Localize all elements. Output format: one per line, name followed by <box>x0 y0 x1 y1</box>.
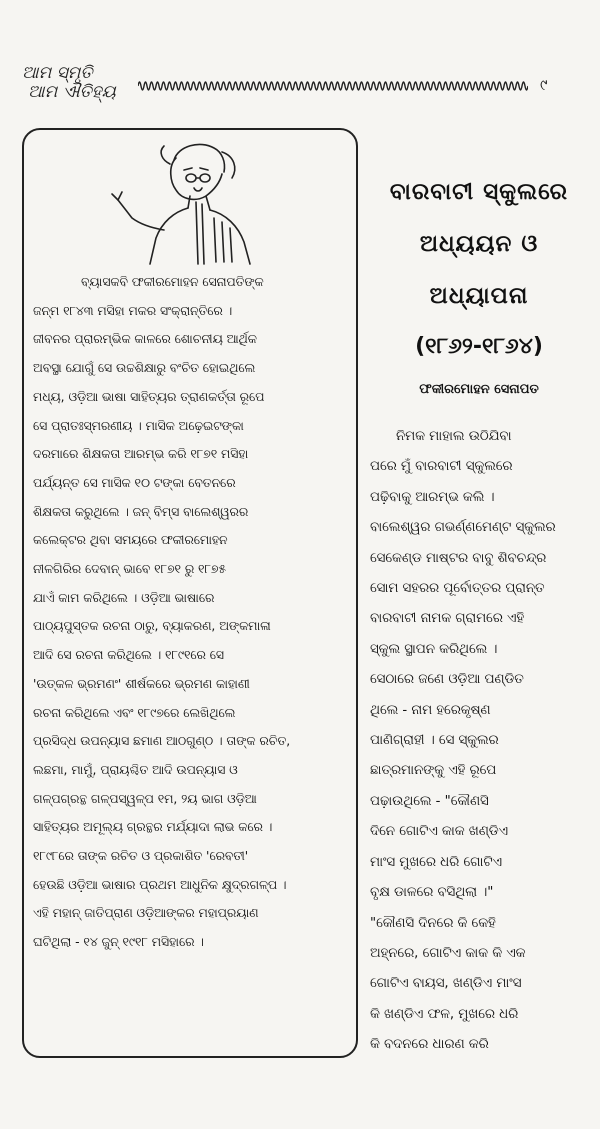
article-line: ବୃକ୍ଷ ଡାଳରେ ବସିଥିଲା ।" <box>370 885 494 901</box>
biography-line: ଜନ୍ମ ୧୮୪୩ ମସିହା ମକର ସଂକ୍ରାନ୍ତିରେ । <box>33 303 233 318</box>
decorative-wave-border <box>138 76 528 96</box>
article-line: ବାଲେଶ୍ୱର ଗଭର୍ଣ୍ଣମେଣ୍ଟ ସ୍କୁଲର <box>370 520 556 536</box>
article-line: ସେକେଣ୍ଡ ମାଷ୍ଟର ବାବୁ ଶିବଚନ୍ଦ୍ର <box>370 550 547 566</box>
biography-line: ଘଟିଥିଲା - ୧୪ ଜୁନ୍ ୧୯୧୮ ମସିହାରେ । <box>33 935 204 950</box>
biography-text <box>33 268 351 957</box>
biography-line: ସାହିତ୍ୟର ଅମୂଲ୍ୟ ଗ୍ରନ୍ଥର ମର୍ଯ୍ୟାଦା ଲାଭ କରେ । <box>33 820 273 835</box>
article-line: ନିମକ ମାହାଲ ଉଠିଯିବା <box>396 429 512 444</box>
article-line: ପରେ ମୁଁ ବାରବାଟୀ ସ୍କୁଲରେ <box>370 459 513 475</box>
biography-line: 'ଉତ୍କଳ ଭ୍ରମଣଂ' ଶୀର୍ଷକରେ ଭ୍ରମଣ କାହାଣୀ <box>33 676 250 691</box>
biography-line: ମଧ୍ୟ, ଓଡ଼ିଆ ଭାଷା ସାହିତ୍ୟର ତ୍ରାଣକର୍ତ୍ତା ରୂପେ <box>33 389 265 404</box>
article-line: କି ବଦନରେ ଧାରଣ କରି <box>370 1037 489 1053</box>
article-line: ଛାତ୍ରମାନଙ୍କୁ ଏହି ରୂପେ <box>370 763 497 779</box>
biography-line: ଏହି ମହାନ୍ ଜାତିପ୍ରାଣ ଓଡ଼ିଆଙ୍କର ମହାପ୍ରୟାଣ <box>33 906 259 921</box>
article-line: ସ୍କୁଲ ସ୍ଥାପନ କରିଥିଲେ । <box>370 641 498 657</box>
article-line: ପଢ଼ାଉଥିଲେ - "କୌଣସି <box>370 793 489 809</box>
article-line: ପାଣିଗ୍ରାହୀ । ସେ ସ୍କୁଲର <box>370 733 499 749</box>
article-line: ଦିନେ ଗୋଟିଏ କାକ ଖଣ୍ଡିଏ <box>370 824 509 840</box>
logo-line-1: ଆମ ସ୍ମୃତି <box>22 63 93 83</box>
biography-line: ରଚନା କରିଥିଲେ ଏବଂ ୧୮୯୭ରେ ଲେଖିଥିଲେ <box>33 705 236 720</box>
article-title-line-1: ବାରବାଟୀ ସ୍କୁଲରେ <box>389 179 569 205</box>
article-line: ସେଠାରେ ଜଣେ ଓଡ଼ିଆ ପଣ୍ଡିତ <box>370 672 524 688</box>
article-line: ପଢ଼ିବାକୁ ଆରମ୍ଭ କଲି । <box>370 489 495 505</box>
biography-line: ସେ ପ୍ରାତଃସ୍ମରଣୀୟ । ମାସିକ ଅଢ଼େଇଟଙ୍କା <box>33 418 244 433</box>
article-body <box>370 422 588 1061</box>
biography-line: ଯାଏଁ କାମ କରିଥିଲେ । ଓଡ଼ିଆ ଭାଷାରେ <box>33 590 215 605</box>
page-header <box>0 62 600 112</box>
biography-line: ଗଳ୍ପଗ୍ରନ୍ଥ ଗଳ୍ପସ୍ୱଳ୍ପ ୧ମ, ୨ୟ ଭାଗ ଓଡ଼ିଆ <box>33 791 257 806</box>
article-column <box>370 166 588 1061</box>
article-line: ଥିଲେ - ନାମ ହରେକୃଷ୍ଣ <box>370 702 491 718</box>
portrait-sketch-icon <box>104 138 294 266</box>
article-line: ସୋମ ସହରର ପୂର୍ବୋତ୍ତର ପ୍ରାନ୍ତ <box>370 581 545 597</box>
logo-line-2: ଆମ ଐତିହ୍ୟ <box>28 82 116 102</box>
article-years: (୧୮୬୨-୧୮୬୪) <box>415 334 543 359</box>
article-line: ଅହ୍ନରେ, ଗୋଟିଏ କାକ କି ଏକ <box>370 945 526 961</box>
article-line: କି ଖଣ୍ଡିଏ ଫଳ, ମୁଖରେ ଧରି <box>370 1006 519 1022</box>
biography-line: ପର୍ଯ୍ୟନ୍ତ ସେ ମାସିକ ୧୦ ଟଙ୍କା ବେତନରେ <box>33 475 236 490</box>
article-line: ମାଂସ ମୁଖରେ ଧରି ଗୋଟିଏ <box>370 854 502 870</box>
article-title-line-2: ଅଧ୍ୟୟନ ଓ ଅଧ୍ୟାପନା <box>419 231 539 309</box>
biography-line: ଅବସ୍ଥା ଯୋଗୁଁ ସେ ଉଚ୍ଚଶିକ୍ଷାରୁ ବଂଚିତ ହୋଇଥିଲେ <box>33 361 256 376</box>
biography-line: ଦରମାରେ ଶିକ୍ଷକତା ଆରମ୍ଭ କରି ୧୮୭୧ ମସିହା <box>33 447 249 462</box>
biography-line: ଶିକ୍ଷକତା କରୁଥିଲେ । ଜନ୍ ବିମ୍ସ ବାଲେଶ୍ୱରର <box>33 504 249 519</box>
biography-box <box>22 128 358 1058</box>
article-line: "କୌଣସି ଦିନରେ କି କେହି <box>370 915 496 931</box>
biography-line: ଜୀବନର ପ୍ରାରମ୍ଭିକ କାଳରେ ଶୋଚନୀୟ ଆର୍ଥିକ <box>33 332 257 347</box>
biography-line: କଲେକ୍ଟର ଥିବା ସମୟରେ ଫକୀରମୋହନ <box>33 533 228 548</box>
article-line: ବାରବାଟୀ ନାମକ ଗ୍ରାମରେ ଏହି <box>370 611 525 627</box>
book-logo <box>22 64 142 108</box>
biography-line: ପ୍ରସିଦ୍ଧ ଉପନ୍ୟାସ ଛମାଣ ଆଠଗୁଣ୍ଠ । ତାଙ୍କ ରଚିତ, <box>33 734 291 749</box>
biography-line: ୧୮୯୮ରେ ତାଙ୍କ ରଚିତ ଓ ପ୍ରକାଶିତ 'ରେବତୀ' <box>33 849 249 864</box>
biography-line: ଲଛମା, ମାମୁଁ, ପ୍ରାୟଶ୍ଚିତ ଆଦି ଉପନ୍ୟାସ ଓ <box>33 762 238 777</box>
biography-paragraph <box>33 268 351 957</box>
page-number: ୯ <box>540 76 548 94</box>
article-author: ଫକୀରମୋହନ ସେନାପତ <box>419 382 539 397</box>
biography-line: ହେଉଛି ଓଡ଼ିଆ ଭାଷାର ପ୍ରଥମ ଆଧୁନିକ କ୍ଷୁଦ୍ରଗଳ୍ପ । <box>33 877 287 892</box>
biography-line: ପାଠ୍ୟପୁସ୍ତକ ରଚନା ଠାରୁ, ବ୍ୟାକରଣ, ଅଙ୍କମାଳା <box>33 619 271 634</box>
article-line: ଗୋଟିଏ ବାୟସ, ଖଣ୍ଡିଏ ମାଂସ <box>370 976 522 992</box>
biography-line: ନୀଳଗିରିର ଦେବାନ୍ ଭାବେ ୧୮୭୧ ରୁ ୧୮୭୫ <box>33 562 227 577</box>
biography-line: ଆଦି ସେ ରଚନା କରିଥିଲେ । ୧୮୯୧ରେ ସେ <box>33 648 224 663</box>
biography-line: ବ୍ୟାସକବି ଫକୀରମୋହନ ସେନାପତିଙ୍କ <box>81 275 264 289</box>
